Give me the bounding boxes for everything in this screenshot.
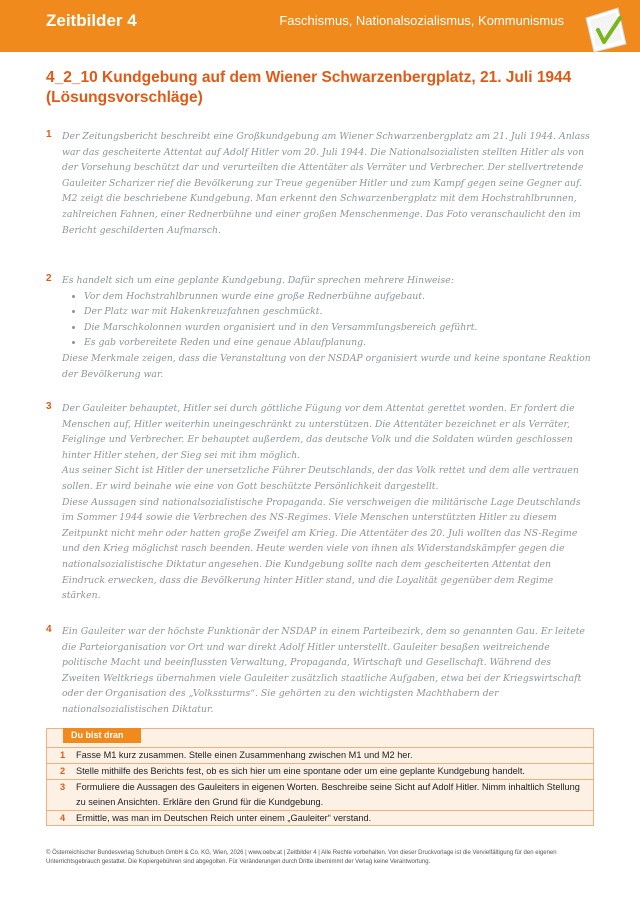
answer-paragraph: M2 zeigt die beschriebene Kundgebung. Man erkennt den Schwarzenbergplatz mit dem Hochstrahlbrunnen, zahlreichen Fahnen, einer Rednerbühne und einer großen Menschenmenge. Das Foto veranschaulicht den im Bericht geschilderten Aufmarsch.	[62, 193, 581, 236]
page-title: 4_2_10 Kundgebung auf dem Wiener Schwarzenbergplatz, 21. Juli 1944 (Lösungsvorschläge)	[46, 69, 572, 106]
answer-intro: Es handelt sich um eine geplante Kundgebung. Dafür sprechen mehrere Hinweise:	[62, 275, 454, 286]
answer-number: 4	[46, 624, 52, 635]
task-item	[47, 747, 593, 763]
answer-3	[46, 401, 592, 604]
task-number: 1	[60, 750, 66, 760]
answer-outro: Diese Merkmale zeigen, dass die Veranstaltung von der NSDAP organisiert wurde und keine spontane Reaktion der Bevölkerung war.	[62, 352, 591, 380]
answer-paragraph: Der Gauleiter behauptet, Hitler sei durch göttliche Fügung vor dem Attentat gerettet worden. Er fordert die Menschen auf, Hitler weiterhin uneingeschränkt zu unterstützen. Die Attentäter bezeichnet er als Verräter, Feiglinge und Verbrecher. Er behauptet außerdem, das deutsche Volk und die Soldaten würden geschlossen hinter Hitler stehen, der Sieg sei mit ihm möglich.	[62, 403, 575, 461]
answer-number: 2	[46, 273, 52, 284]
answer-bullet-list	[62, 289, 592, 351]
answer-paragraph: Diese Aussagen sind nationalsozialistische Propaganda. Sie verschweigen die militärische Lage Deutschlands im Sommer 1944 sowie die Verbrechen des NS-Regimes. Viele Menschen unterstützten Hitler zu diesem Zeitpunkt nicht mehr oder hatten große Zweifel am Krieg. Die Attentäter des 20. Juli wollten das NS-Regime und den Krieg möglichst rasch beenden. Heute werden viele von ihnen als Widerstandskämpfer gegen die nationalsozialistische Diktatur angesehen. Die Kundgebung sollte nach dem gescheiterten Attentat den Eindruck erwecken, dass die Bevölkerung hinter Hitler stand, und die Loyalität gegenüber dem Regime stärken.	[62, 496, 581, 602]
brand-title: Zeitbilder 4	[46, 11, 137, 30]
answer-4	[46, 624, 592, 718]
answer-paragraph: Aus seiner Sicht ist Hitler der unersetzliche Führer Deutschlands, der das Volk rettet und dem alle vertrauen sollen. Er wird beinahe wie eine von Gott beschützte Persönlichkeit dargestellt.	[62, 465, 579, 492]
answer-paragraph: Ein Gauleiter war der höchste Funktionär der NSDAP in einem Parteibezirk, dem so genannten Gau. Er leitete die Parteiorganisation vor Ort und war direkt Adolf Hitler unterstellt. Gauleiter besaßen weitreichende politische Macht und beeinflussten Verwaltung, Propaganda, Wirtschaft und Gesellschaft. Während des Zweiten Weltkriegs übernahmen viele Gauleiter zusätzlich staatliche Aufgaben, etwa bei der Kriegswirtschaft oder der Organisation des „Volkssturms“. Sie gehörten zu den wichtigsten Machthabern der nationalsozialistischen Diktatur.	[62, 626, 585, 715]
answer-2	[46, 273, 592, 382]
list-item: • Die Marschkolonnen wurden organisiert und in den Versammlungsbereich geführt.	[84, 320, 592, 336]
task-text: Formuliere die Aussagen des Gauleiters in eigenen Worten. Beschreibe seine Sicht auf Adolf Hitler. Nimm inhaltlich Stellung zu seinen Ansichten. Erkläre den Grund für die Kundgebung.	[76, 782, 580, 807]
task-item	[47, 779, 593, 810]
task-number: 3	[60, 782, 66, 792]
task-item	[47, 763, 593, 779]
subject-title: Faschismus, Nationalsozialismus, Kommunismus	[279, 13, 564, 28]
task-box	[46, 728, 594, 826]
task-item	[47, 810, 593, 826]
list-item: • Der Platz war mit Hakenkreuzfahnen geschmückt.	[84, 304, 592, 320]
task-box-label: Du bist dran	[63, 728, 141, 743]
list-item: • Vor dem Hochstrahlbrunnen wurde eine große Rednerbühne aufgebaut.	[84, 289, 592, 305]
task-number: 4	[60, 813, 66, 823]
header-bar	[0, 0, 640, 52]
answer-1	[46, 129, 592, 238]
copyright-footer: © Österreichischer Bundesverlag Schulbuch GmbH & Co. KG, Wien, 2026 | www.oebv.at | Zeitbilder 4 | Alle Rechte vorbehalten. Von dieser Druckvorlage ist die Vervielfältigung für den eigenen Unterrichtsgebrauch gestattet. Die Kopiergebühren sind abgegolten. Für Veränderungen durch Dritte übernimmt der Verlag keine Verantwortung.	[46, 850, 557, 865]
task-text: Ermittle, was man im Deutschen Reich unter einem „Gauleiter“ verstand.	[76, 813, 372, 823]
task-text: Stelle mithilfe des Berichts fest, ob es sich hier um eine spontane oder um eine geplante Kundgebung handelt.	[76, 766, 525, 776]
answer-number: 3	[46, 401, 52, 412]
paper-checkmark-icon	[576, 4, 632, 54]
task-number: 2	[60, 766, 66, 776]
list-item: • Es gab vorbereitete Reden und eine genaue Ablaufplanung.	[84, 335, 592, 351]
task-text: Fasse M1 kurz zusammen. Stelle einen Zusammenhang zwischen M1 und M2 her.	[76, 750, 413, 760]
answer-number: 1	[46, 129, 52, 140]
answer-paragraph: Der Zeitungsbericht beschreibt eine Großkundgebung am Wiener Schwarzenbergplatz am 21. Juli 1944. Anlass war das gescheiterte Attentat auf Adolf Hitler vom 20. Juli 1944. Die Nationalsozialisten stellten Hitler als von der Vorsehung beschützt dar und verurteilten die Attentäter als Verräter und Verbrecher. Der stellvertretende Gauleiter Scharizer rief die Bevölkerung zur Treue gegenüber Hitler und zum Kampf gegen seine Gegner auf.	[62, 131, 590, 189]
